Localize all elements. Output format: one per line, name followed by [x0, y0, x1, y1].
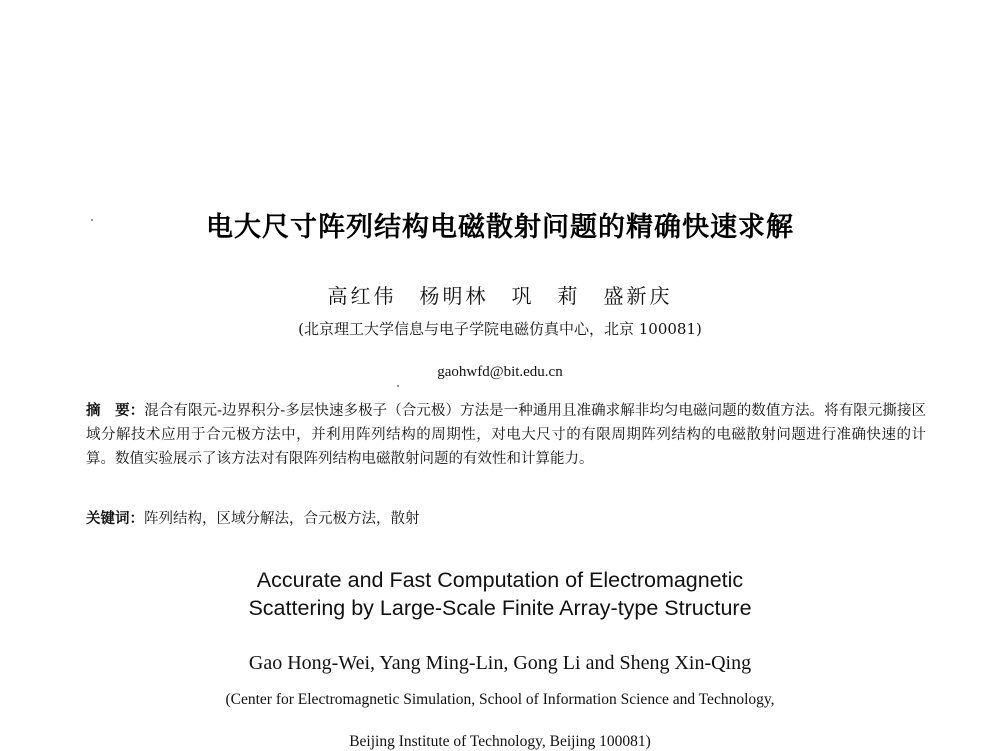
chinese-abstract: [86, 399, 926, 471]
english-affiliation-line-1: (Center for Electromagnetic Simulation, School of Information Science and Technology,: [225, 691, 775, 708]
author-email: gaohwfd@bit.edu.cn: [437, 364, 563, 380]
abstract-text: 混合有限元-边界积分-多层快速多极子（合元极）方法是一种通用且准确求解非均匀电磁问题的数值方法。将有限元撕接区域分解技术应用于合元极方法中，并利用阵列结构的周期性，对电大尺寸的有限周期阵列结构的电磁散射问题进行准确快速的计算。数值实验展示了该方法对有限阵列结构电磁散射问题的有效性和计算能力。: [86, 403, 927, 467]
english-authors: Gao Hong-Wei, Yang Ming-Lin, Gong Li and Sheng Xin-Qing: [248, 652, 752, 674]
english-title-line-1: Accurate and Fast Computation of Electromagnetic: [256, 568, 744, 592]
english-title: [0, 566, 1000, 622]
abstract-label: 摘 要：: [86, 403, 145, 419]
keywords-label: 关键词：: [86, 511, 144, 527]
chinese-keywords: [86, 507, 926, 531]
english-affiliation-line-2: Beijing Institute of Technology, Beijing 100081): [349, 733, 651, 750]
chinese-title: 电大尺寸阵列结构电磁散射问题的精确快速求解: [206, 212, 794, 243]
english-title-line-2: Scattering by Large-Scale Finite Array-type Structure: [248, 596, 752, 620]
chinese-authors: 高红伟 杨明林 巩 莉 盛新庆: [327, 284, 673, 308]
chinese-affiliation: (北京理工大学信息与电子学院电磁仿真中心，北京 100081): [298, 320, 702, 338]
scan-speck: [91, 219, 93, 221]
keywords-text: 阵列结构，区域分解法，合元极方法，散射: [144, 511, 420, 527]
scan-speck: [397, 385, 399, 387]
